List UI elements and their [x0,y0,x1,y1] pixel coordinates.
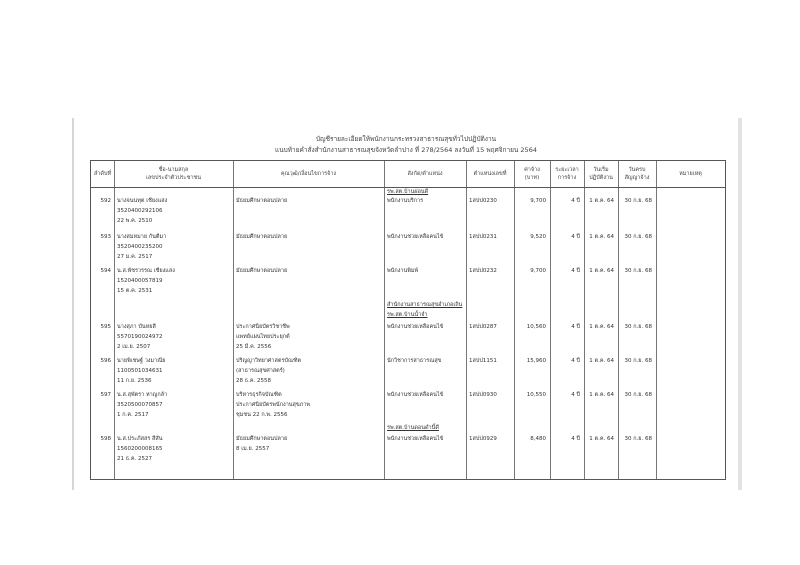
col-divider [618,161,619,479]
row-end: 30 ก.ย. 68 [624,198,652,204]
header-unit: สังกัด/ตำแหน่ง [407,171,443,177]
row-position: พนักงานพิมพ์ [387,268,419,274]
header-end: วันครบ สัญญาจ้าง [624,167,650,181]
document-page [76,118,736,490]
row-position: พนักงานช่วยเหลือคนไข้ [387,324,444,330]
row-end: 30 ก.ย. 68 [624,358,652,364]
row-id: 1100501034631 [117,368,163,374]
row-duration: 4 ปี [571,436,580,442]
row-qualification-2: ประกาศนียบัตรพนักงานสุขภาพ [236,402,311,408]
row-id: 3520400235200 [117,244,163,250]
row-start: 1 ต.ค. 64 [589,358,614,364]
row-seq: 596 [100,358,111,364]
document-subtitle: แนบท้ายคำสั่งสำนักงานสาธารณสุขจังหวัดลำปาง ที่ 278/2564 ลงวันที่ 15 พฤศจิกายน 2564 [275,146,537,154]
row-qualification: มัธยมศึกษาตอนปลาย [236,268,288,274]
row-duration: 4 ปี [571,198,580,204]
col-divider [656,161,657,479]
page-right-shadow [738,118,742,490]
row-id: 3520500070857 [117,402,163,408]
header-qualification: คุณวุฒิ/เงื่อนไขการจ้าง [280,171,337,177]
row-salary: 9,700 [530,198,546,204]
header-salary: ค่าจ้าง (บาท) [524,167,540,181]
row-dob: 22 พ.ค. 2510 [117,218,153,224]
row-position: พนักงานช่วยเหลือคนไข้ [387,436,444,442]
row-position-no: 1สปป0232 [469,268,497,274]
row-end: 30 ก.ย. 68 [624,436,652,442]
row-name: นางสุภา บันหยสี [117,324,156,330]
header-duration: ระยะเวลา การจ้าง [555,167,579,181]
row-qualification: ประกาศนียบัตรวิชาชีพ [236,324,290,330]
row-duration: 4 ปี [571,234,580,240]
header-seq: ลำดับที่ [93,171,112,177]
row-seq: 597 [100,392,111,398]
row-name: นางสมหมาย กันตีมา [117,234,167,240]
row-qualification: ปริญญาวิทยาศาสตรบัณฑิต [236,358,302,364]
group-label: รพ.สต.บ้านผ่อนดี [387,189,429,195]
col-divider [466,161,467,479]
row-name: น.ส.ประภัสสร สีสัน [117,436,163,442]
row-salary: 8,480 [530,436,546,442]
header-position-no: ตำแหน่งเลขที่ [473,171,507,177]
row-start: 1 ต.ค. 64 [589,268,614,274]
row-name: น.ส.สุพัตรา หาญกล้า [117,392,168,398]
row-position: พนักงานช่วยเหลือคนไข้ [387,392,444,398]
col-divider [233,161,234,479]
group-label: สำนักงานสาธารณสุขอำเภอเถิน [387,302,463,308]
row-id: 1560200008165 [117,446,163,452]
row-qualification-3: 28 ธ.ค. 2558 [236,378,272,384]
row-name: นายพิเชษฐ์ วงมาณีย [117,358,166,364]
row-position-no: 1สปป0231 [469,234,497,240]
row-start: 1 ต.ค. 64 [589,392,614,398]
row-id: 3520400292106 [117,208,163,214]
row-dob: 21 ธ.ค. 2527 [117,456,153,462]
row-qualification-2: แพทย์แผนไทยประยุกต์ [236,334,290,340]
group-label: รพ.สต.บ้านดอนดำนี้ดี [387,425,439,431]
row-position-no: 1สปป0930 [469,392,497,398]
row-position: พนักงานช่วยเหลือคนไข้ [387,234,444,240]
col-divider [550,161,551,479]
page-left-shadow [72,118,74,490]
col-divider [584,161,585,479]
row-qualification: มัธยมศึกษาตอนปลาย [236,436,288,442]
row-seq: 594 [100,268,111,274]
row-position-no: 1สปป0287 [469,324,497,330]
row-id: 1520400057819 [117,278,163,284]
row-qualification-2: (สาธารณสุขศาสตร์) [236,368,285,374]
row-dob: 1 ก.ค. 2517 [117,412,149,418]
row-seq: 592 [100,198,111,204]
row-salary: 9,700 [530,268,546,274]
row-salary: 9,520 [530,234,546,240]
row-end: 30 ก.ย. 68 [624,234,652,240]
row-start: 1 ต.ค. 64 [589,324,614,330]
row-qualification-3: ชุมชน 22 ก.พ. 2556 [236,412,288,418]
row-duration: 4 ปี [571,268,580,274]
row-position: นักวิชาการสาธารณสุข [387,358,442,364]
row-start: 1 ต.ค. 64 [589,198,614,204]
row-position-no: 1สปป0230 [469,198,497,204]
col-divider [114,161,115,479]
row-qualification-2: 8 เม.ย. 2557 [236,446,270,452]
row-id: 5570190024972 [117,334,163,340]
row-seq: 593 [100,234,111,240]
row-dob: 11 ก.ย. 2536 [117,378,152,384]
row-name: นางจนนทุต เชียงแสง [117,198,168,204]
header-name: ชื่อ-นามสกุล เลขประจำตัวประชาชน [145,167,202,181]
row-dob: 15 ต.ค. 2531 [117,288,153,294]
employee-table [90,160,726,480]
row-seq: 595 [100,324,111,330]
row-duration: 4 ปี [571,392,580,398]
row-dob: 2 เม.ย. 2507 [117,344,151,350]
row-end: 30 ก.ย. 68 [624,268,652,274]
row-start: 1 ต.ค. 64 [589,436,614,442]
row-position-no: 1สปป0929 [469,436,497,442]
row-duration: 4 ปี [571,358,580,364]
row-qualification: มัธยมศึกษาตอนปลาย [236,198,288,204]
row-duration: 4 ปี [571,324,580,330]
row-name: น.ส.พัชรวรรณ เชียงแสง [117,268,175,274]
row-salary: 10,560 [526,324,546,330]
row-position: พนักงานบริการ [387,198,424,204]
row-seq: 598 [100,436,111,442]
row-qualification: บริหารธุรกิจบัณฑิต [236,392,282,398]
header-remark: หมายเหตุ [679,171,702,177]
header-start: วันเริ่ม ปฏิบัติงาน [589,167,613,181]
row-dob: 27 ม.ค. 2517 [117,254,153,260]
group-label: รพ.สต.บ้านน้ำจำ [387,312,428,318]
row-qualification-3: 25 มี.ค. 2556 [236,344,272,350]
document-title: บัญชีรายละเอียดให้พนักงานกระทรวงสาธารณสุขทั่วไปปฏิบัติงาน [315,135,497,143]
row-salary: 15,960 [526,358,546,364]
col-divider [514,161,515,479]
row-end: 30 ก.ย. 68 [624,392,652,398]
header-divider [91,187,725,188]
row-salary: 10,550 [526,392,546,398]
row-start: 1 ต.ค. 64 [589,234,614,240]
row-qualification: มัธยมศึกษาตอนปลาย [236,234,288,240]
row-position-no: 1สปป1151 [469,358,497,364]
col-divider [384,161,385,479]
row-end: 30 ก.ย. 68 [624,324,652,330]
